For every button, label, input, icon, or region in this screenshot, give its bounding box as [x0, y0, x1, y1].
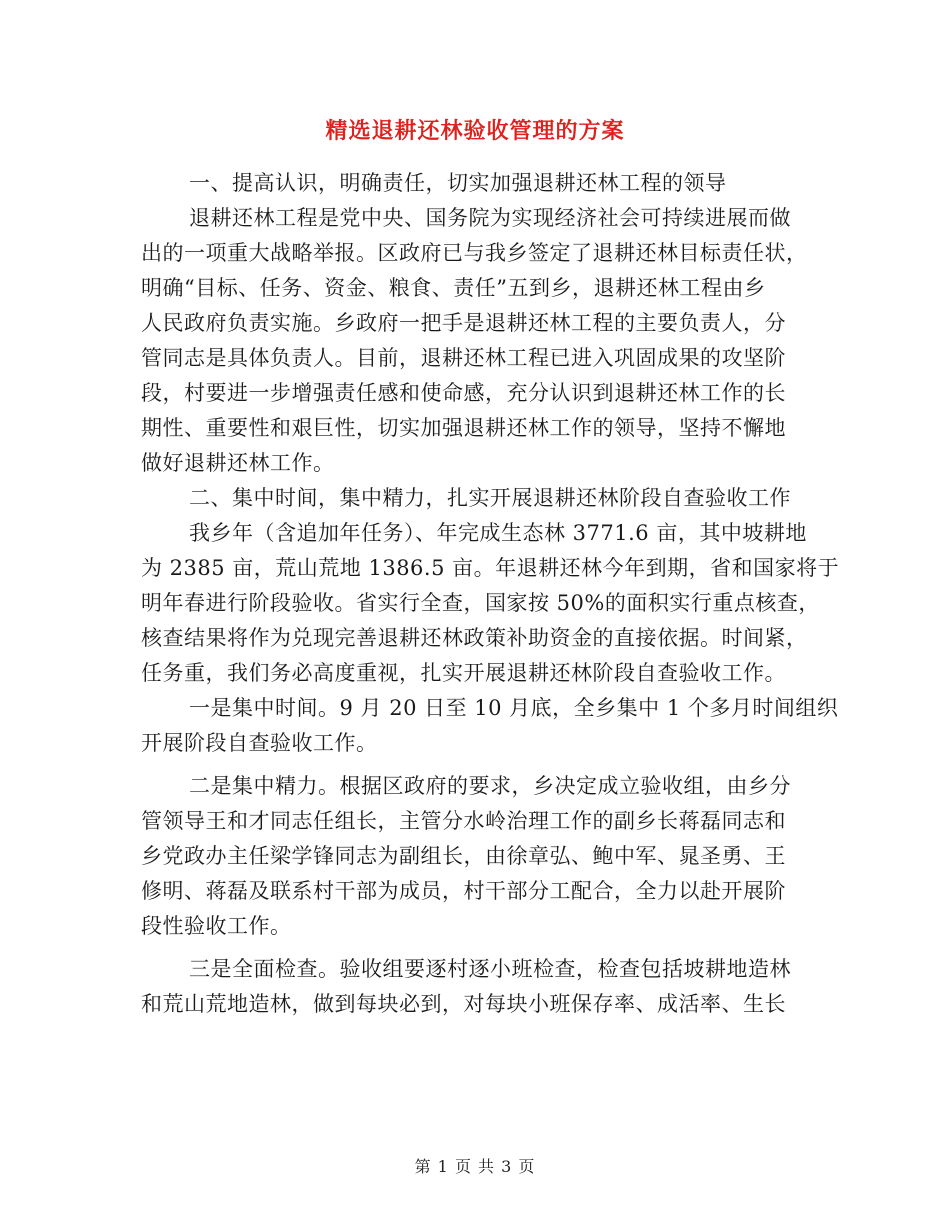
- paragraph-line: 明确“目标、任务、资金、粮食、责任”五到乡，退耕还林工程由乡: [141, 276, 766, 300]
- page-number-footer: 第 1 页 共 3 页: [414, 1157, 536, 1176]
- paragraph-line: 任务重，我们务必高度重视，扎实开展退耕还林阶段自查验收工作。: [141, 661, 786, 685]
- paragraph-line: 段性验收工作。: [141, 914, 292, 938]
- paragraph-line: 管领导王和才同志任组长，主管分水岭治理工作的副乡长蒋磊同志和: [141, 809, 786, 833]
- paragraph-line: 出的一项重大战略举报。区政府已与我乡签定了退耕还林目标责任状，: [141, 241, 808, 265]
- paragraph-line: 我乡年（含追加年任务）、年完成生态林 3771.6 亩，其中坡耕地: [189, 521, 807, 545]
- section-heading-2: 二、集中时间，集中精力，扎实开展退耕还林阶段自查验收工作: [189, 486, 791, 510]
- paragraph-line: 为 2385 亩，荒山荒地 1386.5 亩。年退耕还林今年到期，省和国家将于: [141, 556, 840, 580]
- document-title: 精选退耕还林验收管理的方案: [325, 118, 625, 144]
- paragraph-line: 人民政府负责实施。乡政府一把手是退耕还林工程的主要负责人，分: [141, 311, 786, 335]
- paragraph-line: 期性、重要性和艰巨性，切实加强退耕还林工作的领导，坚持不懈地: [141, 416, 786, 440]
- paragraph-line: 二是集中精力。根据区政府的要求，乡决定成立验收组，由乡分: [189, 774, 791, 798]
- paragraph-line: 三是全面检查。验收组要逐村逐小班检查，检查包括坡耕地造林: [189, 957, 791, 981]
- paragraph-line: 一是集中时间。9 月 20 日至 10 月底，全乡集中 1 个多月时间组织: [189, 696, 839, 720]
- paragraph-line: 明年春进行阶段验收。省实行全查，国家按 50%的面积实行重点核查，: [141, 591, 820, 615]
- document-body: [141, 166, 840, 1022]
- paragraph-line: 修明、蒋磊及联系村干部为成员，村干部分工配合，全力以赴开展阶: [141, 879, 786, 903]
- paragraph-line: 和荒山荒地造林，做到每块必到，对每块小班保存率、成活率、生长: [141, 992, 786, 1016]
- paragraph-line: 核查结果将作为兑现完善退耕还林政策补助资金的直接依据。时间紧，: [141, 626, 808, 650]
- section-heading-1: 一、提高认识，明确责任，切实加强退耕还林工程的领导: [189, 171, 727, 195]
- paragraph-line: 做好退耕还林工作。: [141, 451, 335, 475]
- paragraph-line: 乡党政办主任梁学锋同志为副组长，由徐章弘、鲍中军、晁圣勇、王: [141, 844, 786, 868]
- paragraph-line: 段，村要进一步增强责任感和使命感，充分认识到退耕还林工作的长: [141, 381, 786, 405]
- paragraph-line: 管同志是具体负责人。目前，退耕还林工程已进入巩固成果的攻坚阶: [141, 346, 786, 370]
- paragraph-line: 退耕还林工程是党中央、国务院为实现经济社会可持续进展而做: [189, 206, 791, 230]
- paragraph-line: 开展阶段自查验收工作。: [141, 731, 378, 755]
